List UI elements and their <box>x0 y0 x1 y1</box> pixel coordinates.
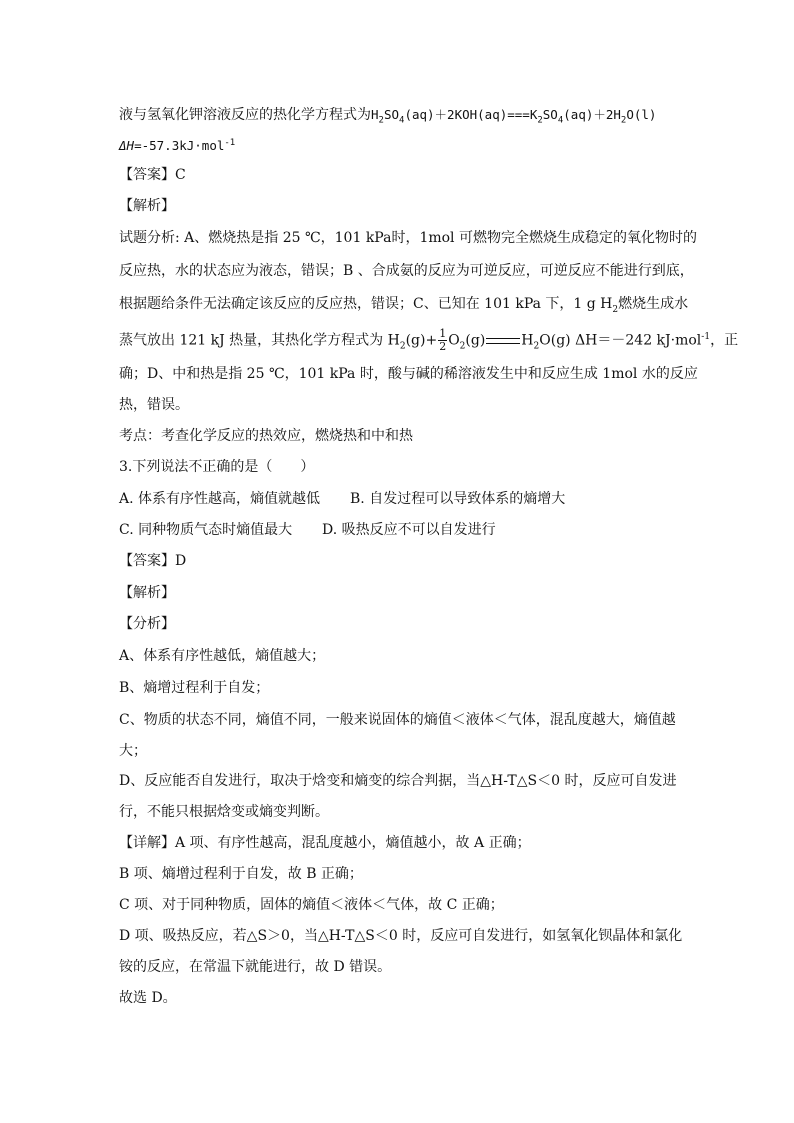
option-c: C. 同种物质气态时熵值最大 <box>119 522 293 538</box>
paragraph-line: 行，不能只根据焓变或熵变判断。 <box>119 804 329 820</box>
paragraph-line: 热，错误。 <box>119 397 189 413</box>
paragraph-line: B、熵增过程利于自发； <box>119 680 270 696</box>
answer-label-2: 【答案】D <box>119 553 187 569</box>
analysis-label-2: 【解析】 <box>119 585 175 601</box>
option-a: A. 体系有序性越高，熵值就越低 <box>119 491 321 507</box>
equals-bar <box>486 338 520 344</box>
option-b: B. 自发过程可以导致体系的熵增大 <box>350 491 566 507</box>
exam-point: 考点：考查化学反应的热效应，燃烧热和中和热 <box>119 428 413 444</box>
fraction-one-half: $\frac{1}{2}$ <box>439 327 447 353</box>
paragraph-line: 大； <box>119 743 147 759</box>
enthalpy-line: ΔH=-57.3kJ·mol$^{-1}$ <box>119 137 236 153</box>
paragraph-line: D、反应能否自发进行，取决于焓变和熵变的综合判据，当△H-T△S＜0 时，反应可自发进 <box>119 773 677 789</box>
paragraph-line: C、物质的状态不同，熵值不同，一般来说固体的熵值＜液体＜气体，混乱度越大，熵值越 <box>119 712 676 728</box>
paragraph-line: 试题分析: A、燃烧热是指 25 ℃，101 kPa时，1mol 可燃物完全燃烧生成稳定的氧化物时的 <box>119 230 697 246</box>
question-3: 3.下列说法不正确的是（ ） <box>119 459 315 475</box>
paragraph-line: 确；D、中和热是指 25 ℃，101 kPa 时，酸与碱的稀溶液发生中和反应生成 1mol 水的反应 <box>119 366 698 382</box>
breakdown-label: 【分析】 <box>119 616 175 632</box>
analysis-label-1: 【解析】 <box>119 198 175 214</box>
paragraph-line: A、体系有序性越低，熵值越大； <box>119 648 326 664</box>
detail-line: B 项、熵增过程利于自发，故 B 正确； <box>119 866 363 882</box>
answer-label-1: 【答案】C <box>119 167 186 183</box>
chemical-equation: $H_2SO_4(aq)+2KOH(aq)===K_2SO_4(aq)+2H_2O(l)$ <box>371 107 657 126</box>
paragraph-line-with-equation: 蒸气放出 121 kJ 热量，其热化学方程式为 $H_2(g)+$ $\frac{1}{2}$ $O_2(g)$ $H_2O(g)$ ΔH＝－242 kJ·mol$^{-1}$，正 <box>119 327 739 353</box>
paragraph-line: 反应热，水的状态应为液态，错误；B 、合成氨的反应为可逆反应，可逆反应不能进行到底， <box>119 263 694 279</box>
detail-line: 铵的反应，在常温下就能进行，故 D 错误。 <box>119 959 392 975</box>
equation-line-1 <box>119 106 656 124</box>
conclusion-line: 故选 D。 <box>119 990 177 1006</box>
option-d: D. 吸热反应不可以自发进行 <box>322 522 496 538</box>
detail-line: C 项、对于同种物质，固体的熵值＜液体＜气体，故 C 正确； <box>119 897 504 913</box>
detail-line: 【详解】A 项、有序性越高，混乱度越小，熵值越小，故 A 正确； <box>119 835 531 851</box>
detail-line: D 项、吸热反应，若△S＞0，当△H-T△S＜0 时，反应可自发进行，如氢氧化钡晶体和氯化 <box>119 928 683 944</box>
text-fragment: 液与氢氧化钾溶液反应的热化学方程式为 <box>119 107 371 123</box>
paragraph-line: 根据题给条件无法确定该反应的反应热，错误；C、已知在 101 kPa 下，1 g $H_2$燃烧生成水 <box>119 296 689 315</box>
